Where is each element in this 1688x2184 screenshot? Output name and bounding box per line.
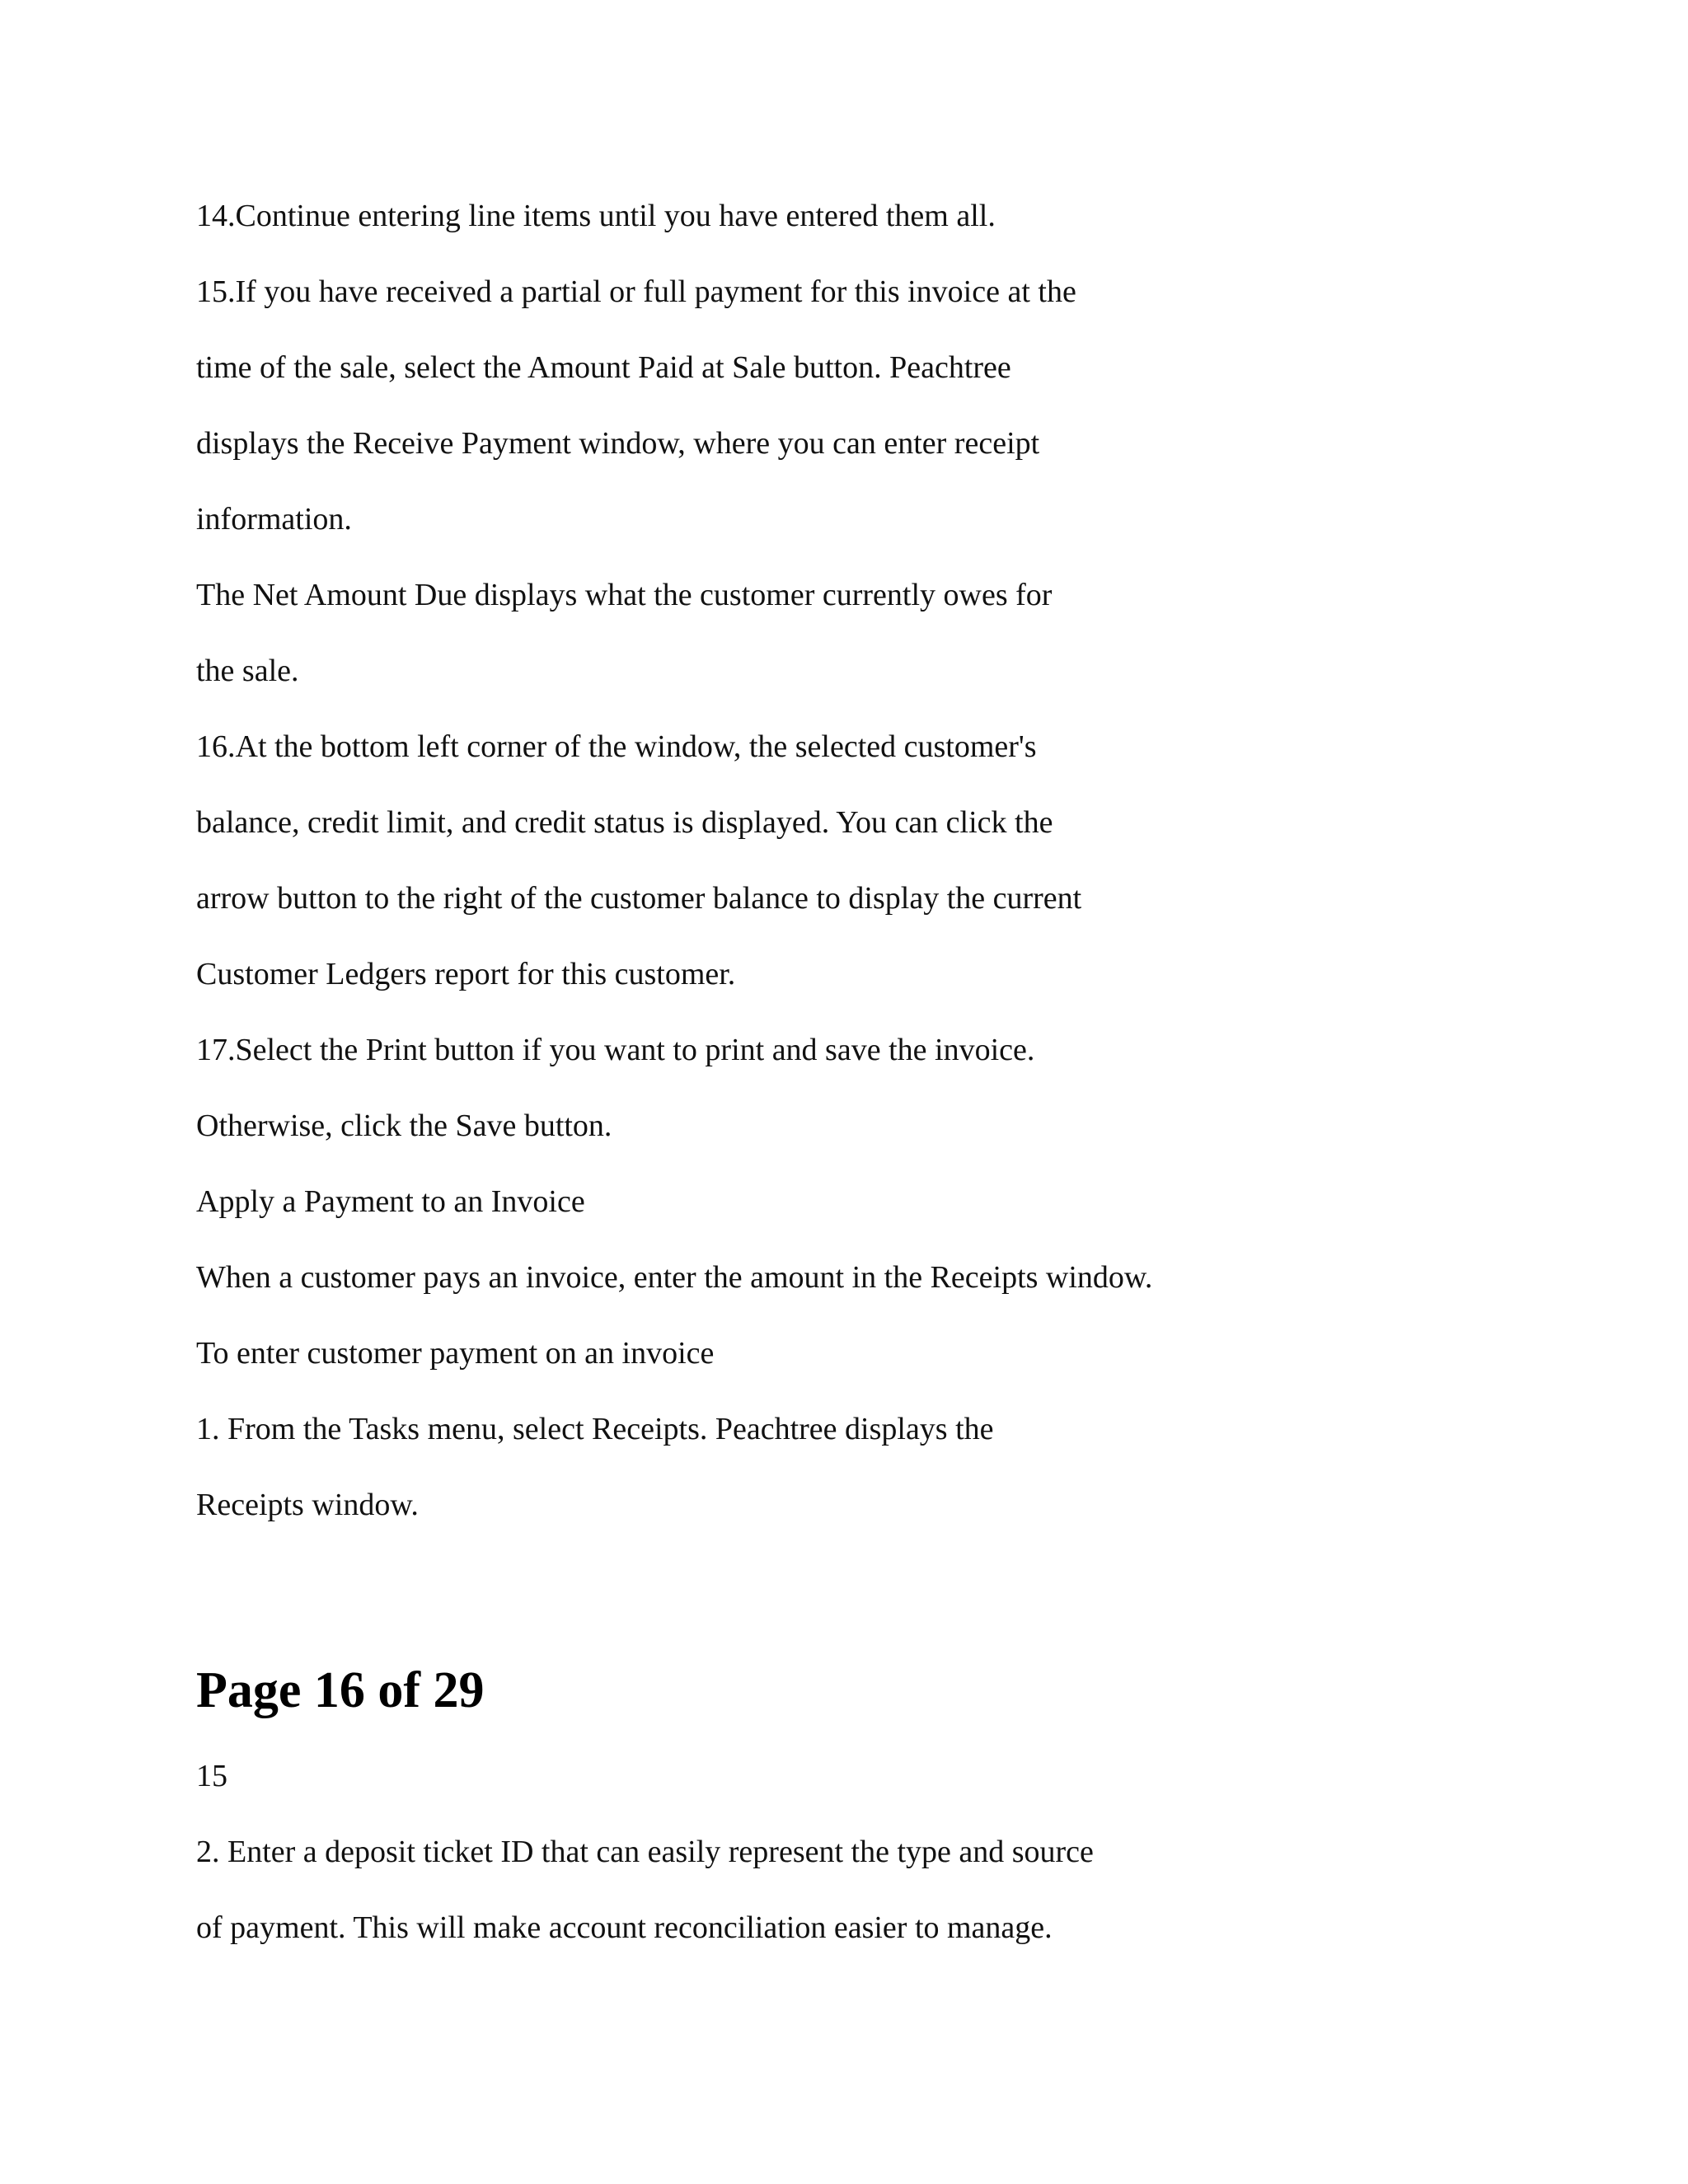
text-line: When a customer pays an invoice, enter the amount in the Receipts window.: [196, 1260, 1153, 1295]
text-line: 2. Enter a deposit ticket ID that can easily represent the type and source: [196, 1835, 1094, 1869]
text-line: arrow button to the right of the customer balance to display the current: [196, 881, 1082, 916]
text-line: balance, credit limit, and credit status is displayed. You can click the: [196, 805, 1053, 840]
text-line: 1. From the Tasks menu, select Receipts. Peachtree displays the: [196, 1412, 994, 1446]
text-line: 15.If you have received a partial or full payment for this invoice at the: [196, 274, 1076, 309]
text-line: 16.At the bottom left corner of the window, the selected customer's: [196, 729, 1037, 764]
text-line: of payment. This will make account reconciliation easier to manage.: [196, 1910, 1053, 1945]
text-line: Customer Ledgers report for this customer.: [196, 957, 736, 991]
text-line: information.: [196, 502, 352, 537]
text-line: the sale.: [196, 654, 299, 688]
text-line: displays the Receive Payment window, where you can enter receipt: [196, 426, 1040, 461]
text-line: Otherwise, click the Save button.: [196, 1108, 612, 1143]
text-line: Receipts window.: [196, 1488, 419, 1522]
text-line: 17.Select the Print button if you want to print and save the invoice.: [196, 1033, 1035, 1067]
page-number: 15: [196, 1759, 227, 1793]
page-marker: Page 16 of 29: [196, 1662, 485, 1718]
section-heading: Apply a Payment to an Invoice: [196, 1184, 585, 1219]
text-line: 14.Continue entering line items until you have entered them all.: [196, 199, 996, 233]
text-line: The Net Amount Due displays what the customer currently owes for: [196, 578, 1053, 612]
text-line: time of the sale, select the Amount Paid at Sale button. Peachtree: [196, 350, 1011, 385]
text-line: To enter customer payment on an invoice: [196, 1336, 715, 1371]
